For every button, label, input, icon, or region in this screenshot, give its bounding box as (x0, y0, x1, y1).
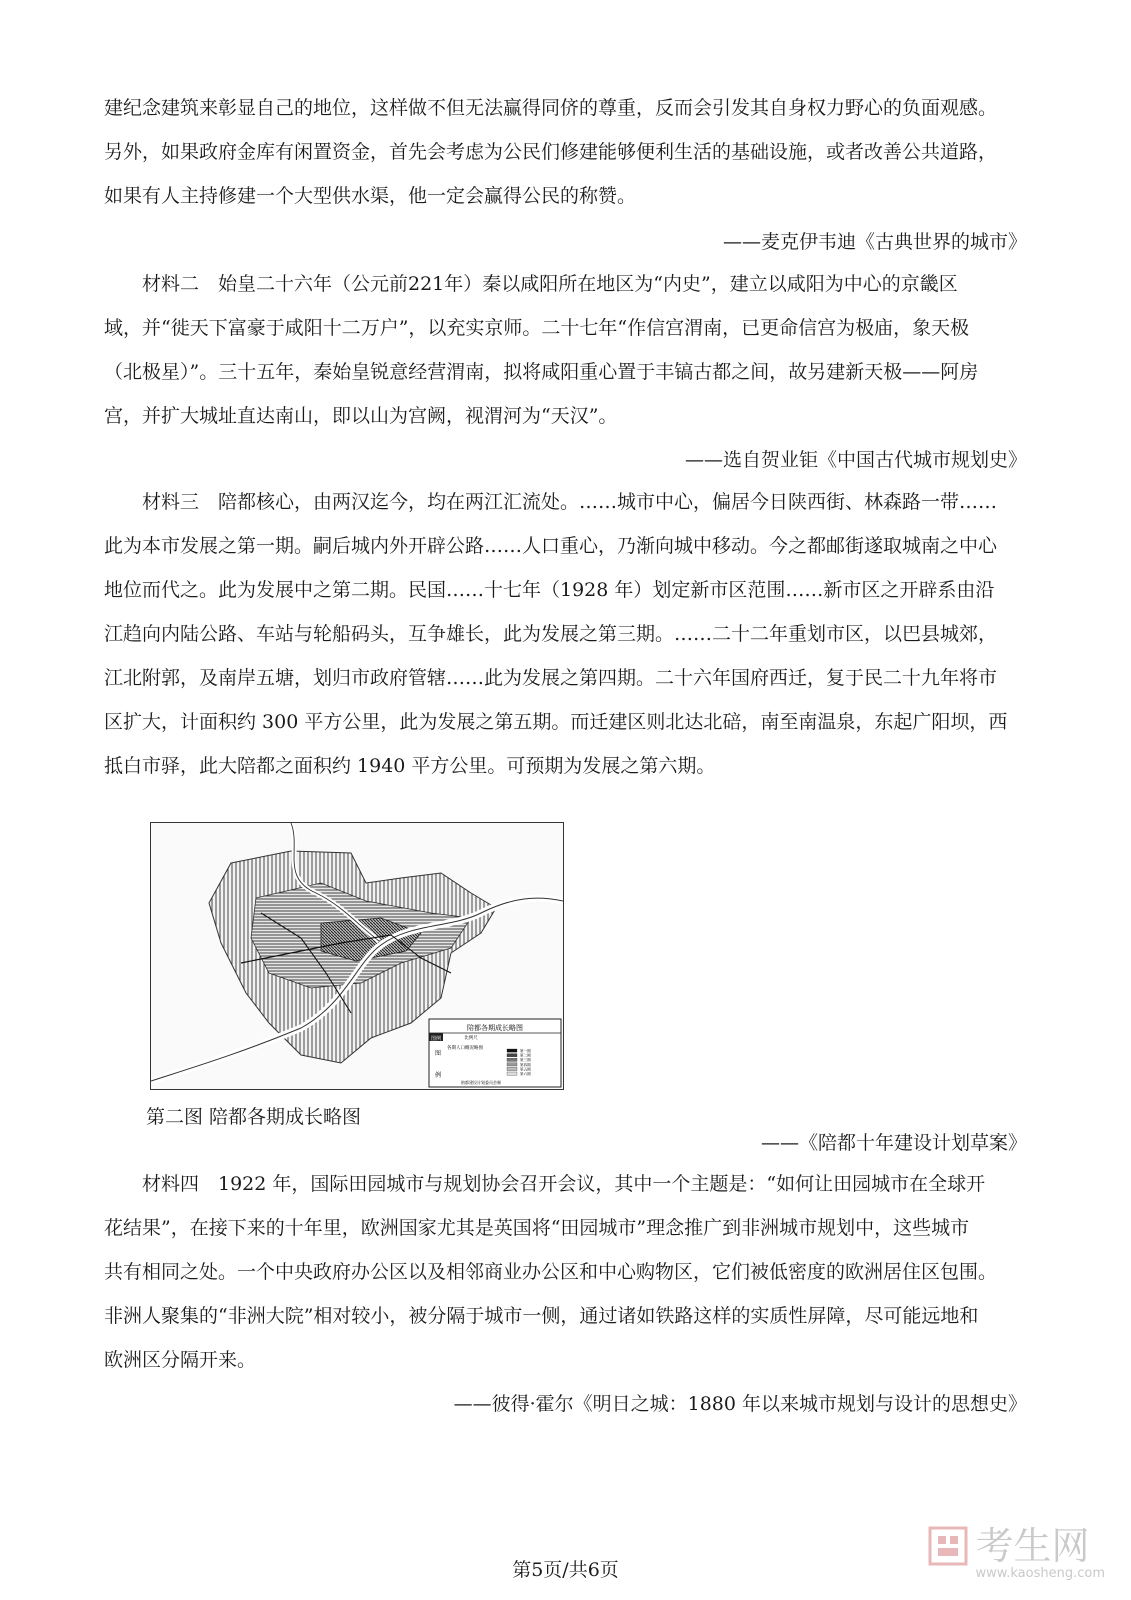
text-line: 域，并“徙天下富豪于咸阳十二万户”，以充实京师。二十七年“作信宫渭南，已更命信宫为极庙，象天极 (104, 317, 970, 339)
legend-item-label: 第五期 (520, 1067, 531, 1072)
legend-swatch (507, 1049, 517, 1052)
map-drawing (151, 823, 563, 1089)
material1-source: ——麦克伊韦迪《古典世界的城市》 (722, 231, 1027, 253)
legend-item-label: 第一期 (520, 1049, 531, 1053)
legend-swatch (507, 1054, 517, 1057)
text-line: （北极星）”。三十五年，秦始皇锐意经营渭南，拟将咸阳重心置于丰镐古都之间，故另建新天极——阿房 (104, 361, 979, 383)
text-line: 建纪念建筑来彰显自己的地位，这样做不但无法赢得同侪的尊重，反而会引发其自身权力野心的负面观感。 (104, 97, 998, 119)
text-line: 材料三 陪都核心，由两汉迄今，均在两江汇流处。……城市中心，偏居今日陕西街、林森路一带…… (142, 491, 998, 513)
map-legend (429, 1019, 561, 1087)
text-line: 共有相同之处。一个中央政府办公区以及相邻商业办公区和中心购物区，它们被低密度的欧洲居住区包围。 (104, 1261, 998, 1283)
legend-scale: 比例尺 (464, 1036, 478, 1041)
kaosheng-logo-icon (928, 1526, 968, 1566)
text-line: 如果有人主持修建一个大型供水渠，他一定会赢得公民的称赞。 (104, 185, 637, 207)
legend-heading: 图例 (430, 1036, 442, 1042)
text-line: 欧洲区分隔开来。 (104, 1349, 257, 1371)
material2-paragraph (104, 262, 1030, 438)
material4-source: ——彼得·霍尔《明日之城：1880 年以来城市规划与设计的思想史》 (453, 1393, 1027, 1415)
material3-paragraph (104, 480, 1030, 788)
material2-source: ——选自贺业钜《中国古代城市规划史》 (684, 449, 1027, 471)
legend-swatch (507, 1063, 517, 1066)
legend-item-label: 第二期 (520, 1053, 531, 1058)
page-number: 第5页/共6页 (512, 1559, 619, 1581)
text-line: 抵白市驿，此大陪都之面积约 1940 平方公里。可预期为发展之第六期。 (104, 755, 716, 777)
text-line: 江趋向内陆公路、车站与轮船码头，互争雄长，此为发展之第三期。……二十二年重划市区，以巴县城郊， (104, 623, 998, 645)
material1-paragraph (104, 86, 1030, 218)
watermark-text: 考生网 (975, 1524, 1090, 1568)
material3-source: ——《陪都十年建设计划草案》 (760, 1132, 1027, 1154)
watermark-url: www.kaosheng.com (975, 1566, 1105, 1581)
text-line: 地位而代之。此为发展中之第二期。民国……十七年（1928 年）划定新市区范围……新市区之开辟系由沿 (104, 579, 995, 601)
legend-item-label: 第六期 (520, 1072, 531, 1076)
text-line: 此为本市发展之第一期。嗣后城内外开辟公路……人口重心，乃渐向城中移动。今之都邮街遂取城南之中心 (104, 535, 998, 557)
legend-title: 陪都各期成长略图 (467, 1024, 523, 1032)
text-line: 材料四 1922 年，国际田园城市与规划协会召开会议，其中一个主题是：“如何让田园城市在全球开 (142, 1173, 986, 1195)
legend-swatch (507, 1058, 517, 1061)
text-line: 花结果”，在接下来的十年里，欧洲国家尤其是英国将“田园城市”理念推广到非洲城市规划中，这些城市 (104, 1217, 970, 1239)
text-line: 非洲人聚集的“非洲大院”相对较小，被分隔于城市一侧，通过诸如铁路这样的实质性屏障，尽可能远地和 (104, 1305, 979, 1327)
legend-swatch (507, 1072, 517, 1075)
legend-swatch (507, 1067, 517, 1070)
text-line: 材料二 始皇二十六年（公元前221年）秦以咸阳所在地区为“内史”，建立以咸阳为中心的京畿区 (142, 273, 958, 295)
text-line: 区扩大，计面积约 300 平方公里，此为发展之第五期。而迁建区则北达北碚，南至南温泉，东起广阳坝，西 (104, 711, 1008, 733)
legend-footer: 陪都建设计划委员会制 (461, 1080, 501, 1085)
legend-label-li: 例 (435, 1072, 442, 1079)
material4-paragraph (104, 1162, 1030, 1382)
text-line: 另外，如果政府金库有闲置资金，首先会考虑为公民们修建能够便利生活的基础设施，或者改善公共道路， (104, 141, 998, 163)
legend-item-label: 第四期 (520, 1062, 531, 1067)
text-line: 宫，并扩大城址直达南山，即以山为宫阙，视渭河为“天汉”。 (104, 405, 618, 427)
kaosheng-watermark (928, 1526, 1105, 1581)
chongqing-growth-map (150, 822, 564, 1090)
legend-header: 各期人口概况略图 (447, 1046, 483, 1051)
legend-item-label: 第三期 (520, 1058, 531, 1063)
figure-caption: 第二图 陪都各期成长略图 (146, 1106, 362, 1128)
text-line: 江北附郭，及南岸五塘，划归市政府管辖……此为发展之第四期。二十六年国府西迁，复于民二十九年将市 (104, 667, 998, 689)
legend-label-tu: 图 (435, 1050, 442, 1057)
